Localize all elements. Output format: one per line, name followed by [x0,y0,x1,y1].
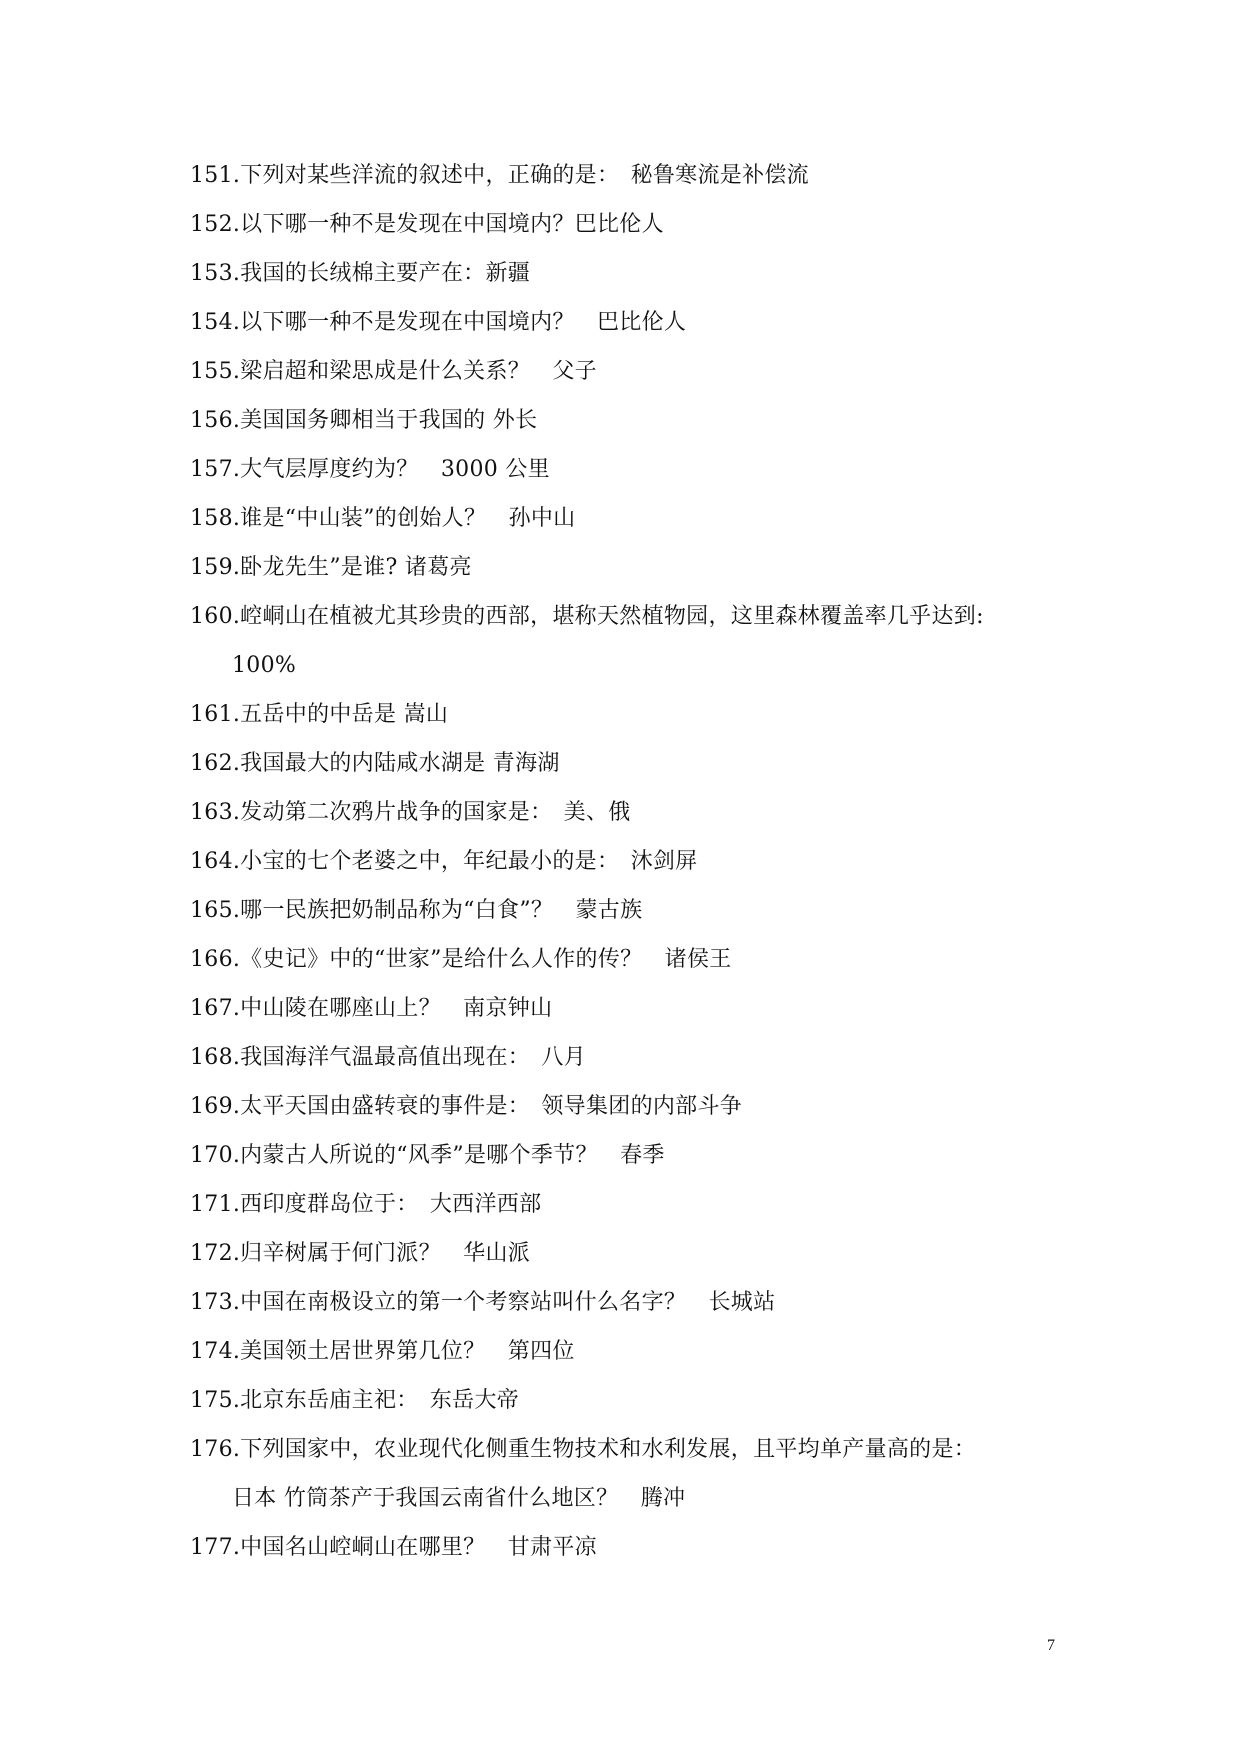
qa-line: 159.卧龙先生”是谁? 诸葛亮 [190,555,472,580]
qa-line: 162.我国最大的内陆咸水湖是 青海湖 [190,751,560,776]
qa-line: 151.下列对某些洋流的叙述中，正确的是： 秘鲁寒流是补偿流 [190,163,809,188]
qa-list [190,151,1070,1572]
qa-line: 154.以下哪一种不是发现在中国境内？ 巴比伦人 [190,310,687,335]
qa-line: 163.发动第二次鸦片战争的国家是： 美、俄 [190,800,631,825]
qa-line: 175.北京东岳庙主祀： 东岳大帝 [190,1388,520,1413]
qa-line: 172.归辛树属于何门派？ 华山派 [190,1241,531,1266]
qa-line: 158.谁是“中山装”的创始人？ 孙中山 [190,506,576,531]
qa-line: 170.内蒙古人所说的“风季”是哪个季节？ 春季 [190,1143,665,1168]
qa-line: 153.我国的长绒棉主要产在：新疆 [190,261,531,286]
qa-line: 171.西印度群岛位于： 大西洋西部 [190,1192,542,1217]
qa-line: 152.以下哪一种不是发现在中国境内？巴比伦人 [190,212,664,237]
page-number: 7 [1047,1637,1055,1654]
qa-line: 156.美国国务卿相当于我国的 外长 [190,408,538,433]
qa-line: 161.五岳中的中岳是 嵩山 [190,702,449,727]
qa-line-continuation: 100% [232,653,297,678]
qa-line: 174.美国领土居世界第几位？ 第四位 [190,1339,575,1364]
qa-line: 164.小宝的七个老婆之中，年纪最小的是： 沐剑屏 [190,849,698,874]
qa-line: 160.崆峒山在植被尤其珍贵的西部，堪称天然植物园，这里森林覆盖率几乎达到: [190,604,984,629]
qa-line: 166.《史记》中的“世家”是给什么人作的传？ 诸侯王 [190,947,732,972]
qa-line: 177.中国名山崆峒山在哪里？ 甘肃平凉 [190,1535,597,1560]
qa-line: 167.中山陵在哪座山上？ 南京钟山 [190,996,553,1021]
qa-line: 173.中国在南极设立的第一个考察站叫什么名字？ 长城站 [190,1290,776,1315]
qa-line: 155.梁启超和梁思成是什么关系？ 父子 [190,359,597,384]
qa-line-continuation: 日本 竹筒茶产于我国云南省什么地区？ 腾冲 [232,1486,686,1511]
qa-line: 157.大气层厚度约为？ 3000 公里 [190,457,550,482]
qa-line: 176.下列国家中，农业现代化侧重生物技术和水利发展，且平均单产量高的是： [190,1437,977,1462]
qa-line: 169.太平天国由盛转衰的事件是： 领导集团的内部斗争 [190,1094,743,1119]
qa-line: 165.哪一民族把奶制品称为“白食”？ 蒙古族 [190,898,643,923]
qa-line: 168.我国海洋气温最高值出现在： 八月 [190,1045,586,1070]
